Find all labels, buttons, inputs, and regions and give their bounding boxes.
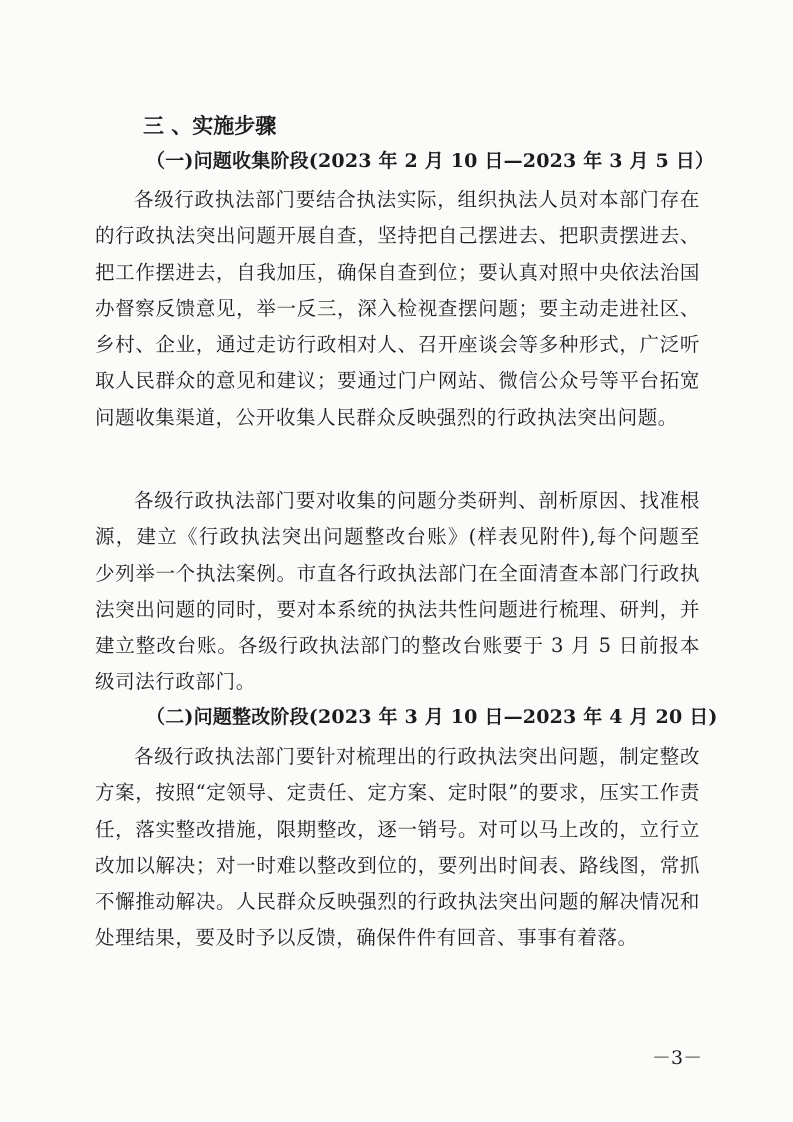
stage1-heading: （一)问题收集阶段(2023 年 2 月 10 日—2023 年 3 月 5 日） xyxy=(146,150,715,172)
section-heading: 三 、实施步骤 xyxy=(143,114,277,138)
stage2-heading: （二)问题整改阶段(2023 年 3 月 10 日—2023 年 4 月 20 日) xyxy=(146,706,718,728)
stage2-paragraph-1: 各级行政执法部门要针对梳理出的行政执法突出问题，制定整改方案，按照“定领导、定责任、定方案、定时限”的要求，压实工作责任，落实整改措施，限期整改，逐一销号。对可以马上改的，立行立改加以解决；对一时难以整改到位的，要列出时间表、路线图，常抓不懈推动解决。人民群众反映强烈的行政执法突出问题的解决情况和处理结果，要及时予以反馈，确保件件有回音、事事有着落。 xyxy=(95,745,700,950)
page-number: －3－ xyxy=(652,1047,703,1069)
stage1-paragraph-1: 各级行政执法部门要结合执法实际，组织执法人员对本部门存在的行政执法突出问题开展自查，坚持把自己摆进去、把职责摆进去、把工作摆进去，自我加压，确保自查到位；要认真对照中央依法治国办督察反馈意见，举一反三，深入检视查摆问题；要主动走进社区、乡村、企业，通过走访行政相对人、召开座谈会等多种形式，广泛听取人民群众的意见和建议；要通过门户网站、微信公众号等平台拓宽问题收集渠道，公开收集人民群众反映强烈的行政执法突出问题。 xyxy=(95,188,700,429)
stage1-paragraph-2: 各级行政执法部门要对收集的问题分类研判、剖析原因、找准根源，建立《行政执法突出问题整改台账》(样表见附件),每个问题至少列举一个执法案例。市直各行政执法部门在全面清查本部门行政执法突出问题的同时，要对本系统的执法共性问题进行梳理、研判，并建立整改台账。各级行政执法部门的整改台账要于 3 月 5 日前报本级司法行政部门。 xyxy=(95,489,700,694)
